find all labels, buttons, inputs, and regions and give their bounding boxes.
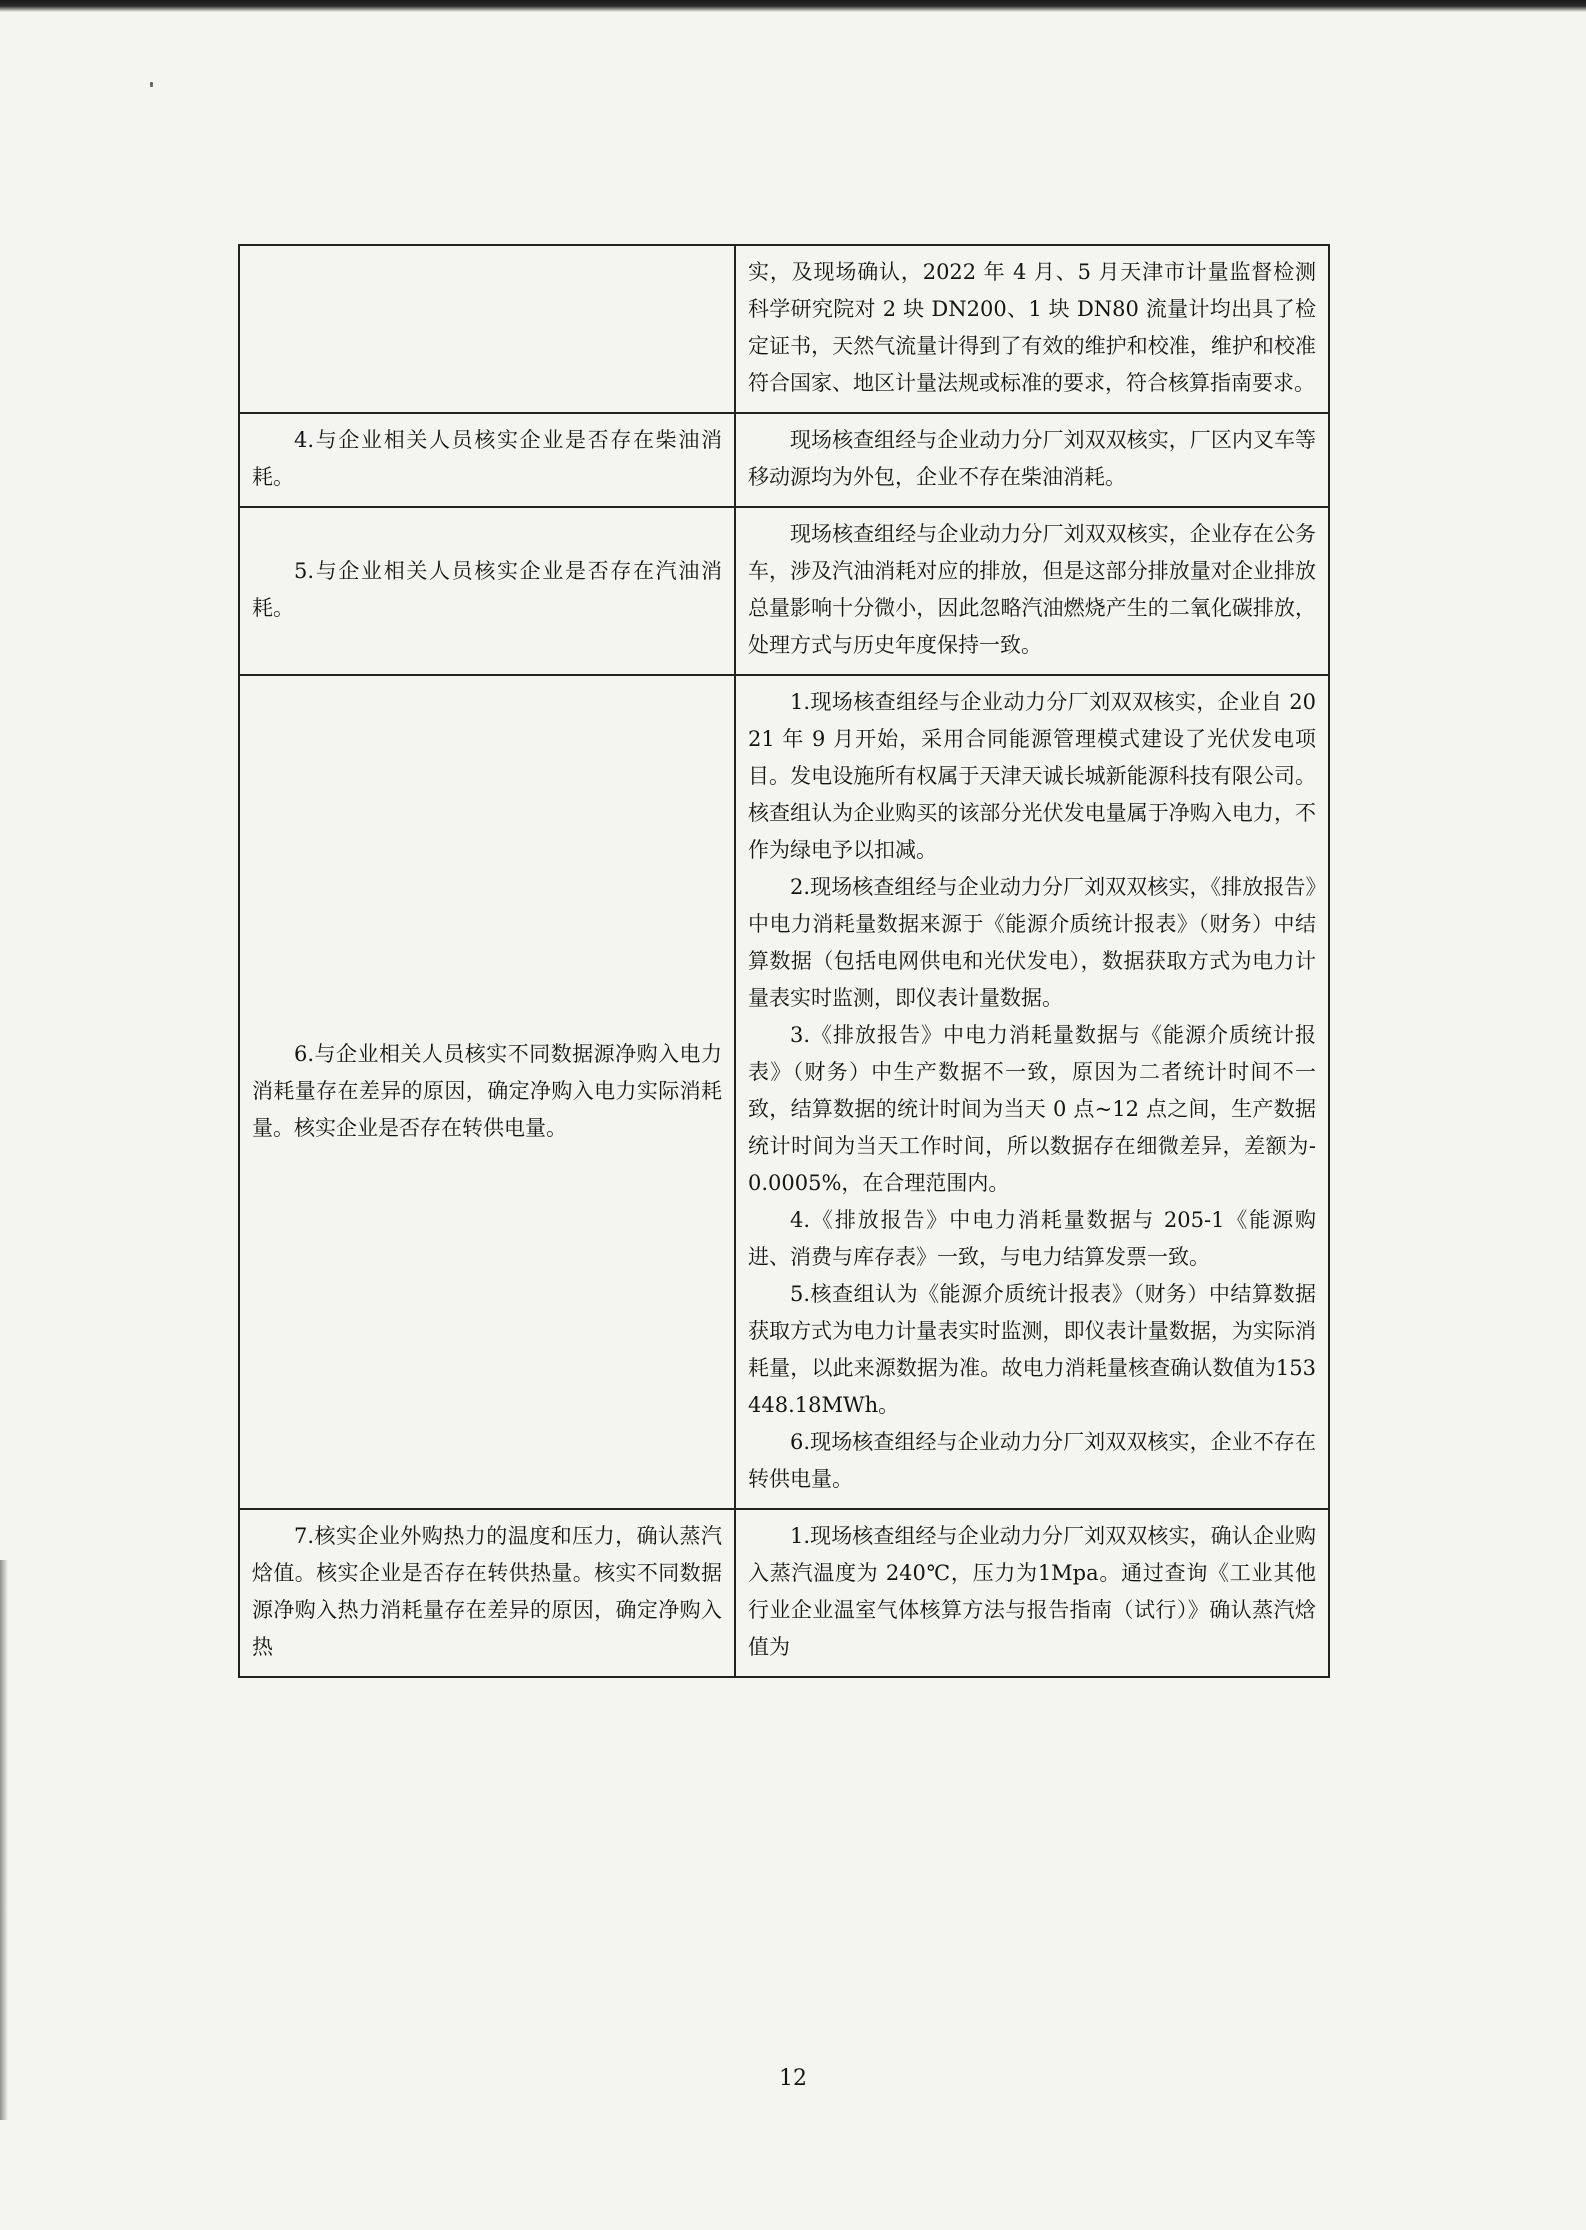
answer-cell bbox=[735, 675, 1329, 1509]
question-cell bbox=[239, 413, 735, 507]
scan-top-edge bbox=[0, 0, 1586, 12]
page-number: 12 bbox=[779, 2066, 807, 2091]
verification-table bbox=[238, 244, 1330, 1678]
question-text: 6.与企业相关人员核实不同数据源净购入电力消耗量存在差异的原因，确定净购入电力实际消耗量。核实企业是否存在转供电量。 bbox=[252, 1041, 722, 1140]
question-text: 5.与企业相关人员核实企业是否存在汽油消耗。 bbox=[252, 559, 722, 620]
question-cell bbox=[239, 245, 735, 413]
table-row bbox=[239, 245, 1329, 413]
answer-cell bbox=[735, 413, 1329, 507]
answer-paragraph-1: 1.现场核查组经与企业动力分厂刘双双核实，企业自 2021 年 9 月开始，采用合同能源管理模式建设了光伏发电项目。发电设施所有权属于天津天诚长城新能源科技有限公司。核查组认为企业购买的该部分光伏发电量属于净购入电力，不作为绿电予以扣减。 bbox=[748, 690, 1316, 862]
answer-paragraph: 现场核查组经与企业动力分厂刘双双核实，厂区内叉车等移动源均为外包，企业不存在柴油消耗。 bbox=[748, 428, 1316, 489]
table-row bbox=[239, 413, 1329, 507]
answer-paragraph-5: 5.核查组认为《能源介质统计报表》（财务）中结算数据获取方式为电力计量表实时监测，即仪表计量数据，为实际消耗量，以此来源数据为准。故电力消耗量核查确认数值为153448.18MWh。 bbox=[748, 1282, 1316, 1417]
table-row bbox=[239, 507, 1329, 675]
answer-paragraph: 1.现场核查组经与企业动力分厂刘双双核实，确认企业购入蒸汽温度为 240℃，压力为1Mpa。通过查询《工业其他行业企业温室气体核算方法与报告指南（试行）》确认蒸汽焓值为 bbox=[748, 1524, 1316, 1659]
question-text: 7.核实企业外购热力的温度和压力，确认蒸汽焓值。核实企业是否存在转供热量。核实不同数据源净购入热力消耗量存在差异的原因，确定净购入热 bbox=[252, 1524, 722, 1659]
answer-paragraph: 现场核查组经与企业动力分厂刘双双核实，企业存在公务车，涉及汽油消耗对应的排放，但是这部分排放量对企业排放总量影响十分微小，因此忽略汽油燃烧产生的二氧化碳排放，处理方式与历史年度保持一致。 bbox=[748, 522, 1316, 657]
answer-paragraph-4: 4.《排放报告》中电力消耗量数据与 205-1《能源购进、消费与库存表》一致，与电力结算发票一致。 bbox=[748, 1208, 1316, 1269]
answer-paragraph: 实，及现场确认，2022 年 4 月、5 月天津市计量监督检测科学研究院对 2 块 DN200、1 块 DN80 流量计均出具了检定证书，天然气流量计得到了有效的维护和校准，维护和校准符合国家、地区计量法规或标准的要求，符合核算指南要求。 bbox=[748, 260, 1316, 395]
answer-paragraph-3: 3.《排放报告》中电力消耗量数据与《能源介质统计报表》（财务）中生产数据不一致，原因为二者统计时间不一致，结算数据的统计时间为当天 0 点~12 点之间，生产数据统计时间为当天工作时间，所以数据存在细微差异，差额为-0.0005%，在合理范围内。 bbox=[748, 1023, 1316, 1195]
scan-speck bbox=[150, 82, 153, 87]
scan-left-edge bbox=[0, 1560, 8, 2120]
answer-paragraph-2: 2.现场核查组经与企业动力分厂刘双双核实，《排放报告》中电力消耗量数据来源于《能源介质统计报表》（财务）中结算数据（包括电网供电和光伏发电），数据获取方式为电力计量表实时监测，即仪表计量数据。 bbox=[748, 875, 1316, 1010]
question-cell bbox=[239, 1509, 735, 1677]
answer-cell bbox=[735, 1509, 1329, 1677]
table-row bbox=[239, 1509, 1329, 1677]
answer-cell bbox=[735, 245, 1329, 413]
answer-cell bbox=[735, 507, 1329, 675]
question-text: 4.与企业相关人员核实企业是否存在柴油消耗。 bbox=[252, 428, 722, 489]
answer-paragraph-6: 6.现场核查组经与企业动力分厂刘双双核实，企业不存在转供电量。 bbox=[748, 1430, 1316, 1491]
question-cell bbox=[239, 675, 735, 1509]
question-cell bbox=[239, 507, 735, 675]
table-row bbox=[239, 675, 1329, 1509]
